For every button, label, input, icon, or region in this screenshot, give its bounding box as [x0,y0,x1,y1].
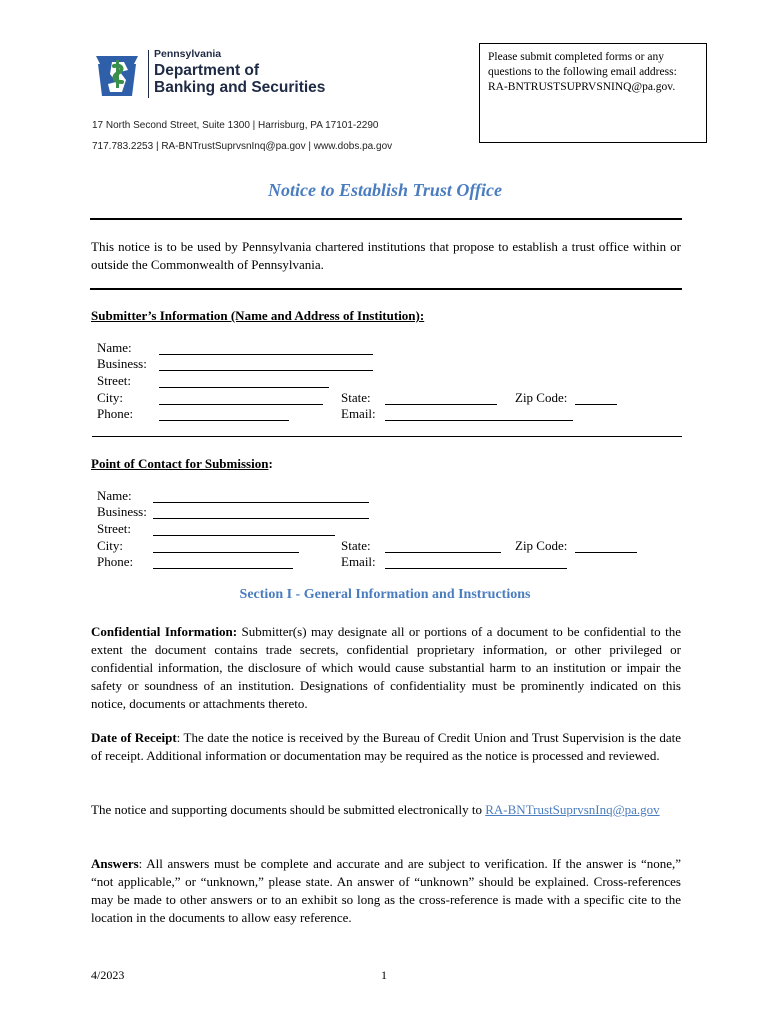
poc-business-field[interactable] [153,506,369,519]
receipt-label: Date of Receipt [91,730,177,745]
submitter-phone-label: Phone: [97,406,134,421]
poc-name-field[interactable] [153,490,369,503]
submitter-street-label: Street: [97,373,131,388]
submitter-city-label: City: [97,390,124,405]
poc-street-field[interactable] [153,523,335,536]
submitter-street-field[interactable] [159,375,329,388]
submit-text: The notice and supporting documents should be submitted electronically to [91,802,482,817]
receipt-text: : The date the notice is received by the Bureau of Credit Union and Trust Supervision is the date of receipt. Additional information or documentation may be required as the notice is processed and reviewed. [91,730,681,763]
title-divider [90,218,682,220]
submitter-business-field[interactable] [159,358,373,371]
poc-city-label: City: [97,538,124,553]
poc-heading-text: Point of Contact for Submission [91,456,269,471]
submitter-zip-field[interactable] [575,392,617,405]
poc-zip-label: Zip Code: [515,538,568,553]
poc-business-label: Business: [97,504,147,519]
submitter-divider [92,436,682,437]
logo-state: Pennsylvania [154,48,222,60]
intro-divider [90,288,682,290]
office-contact: 717.783.2253 | RA-BNTrustSuprvsnInq@pa.gov | www.dobs.pa.gov [92,141,393,152]
submitter-state-field[interactable] [385,392,497,405]
poc-street-label: Street: [97,521,131,536]
confidential-paragraph [91,623,681,713]
poc-heading [91,456,273,472]
poc-city-field[interactable] [153,540,299,553]
section-1-heading: Section I - General Information and Instructions [239,587,531,602]
submitter-name-label: Name: [97,340,132,355]
page-title: Notice to Establish Trust Office [268,180,502,200]
logo-department [154,62,325,96]
answers-paragraph [91,855,681,927]
answers-text: : All answers must be complete and accurate and are subject to verification. If the answer is “none,” “not applicable,” or “unknown,” please state. An answer of “unknown” should be explained. Cross-references may be made to other answers or to an exhibit so long as the cross-reference is made with a specific cite to the location in the documents to allow easy reference. [91,856,681,925]
receipt-paragraph [91,729,681,765]
submit-box-line-2: questions to the following email address: [488,66,677,78]
keystone-dollar-icon [92,50,142,100]
submitter-form [97,340,687,430]
poc-form [97,488,687,578]
submitter-name-field[interactable] [159,342,373,355]
intro-text: This notice is to be used by Pennsylvania chartered institutions that propose to establish a trust office within or outside the Commonwealth of Pennsylvania. [91,239,681,272]
poc-zip-field[interactable] [575,540,637,553]
poc-state-field[interactable] [385,540,501,553]
poc-state-label: State: [341,538,371,553]
submit-box-line-1: Please submit completed forms or any [488,51,664,63]
confidential-text: Submitter(s) may designate all or portions of a document to be confidential to the extent the document contains trade secrets, confidential proprietary information, or other privileged or confidential information, the disclosure of which would cause substantial harm to an institution or impair the safety or soundness of an institution. Designations of confidentiality must be prominently indicated on this notice, documents or attachments thereto. [91,624,682,711]
logo-line-1: Department of [154,62,260,79]
poc-phone-label: Phone: [97,554,134,569]
poc-name-label: Name: [97,488,132,503]
submitter-business-label: Business: [97,356,147,371]
dobs-logo [92,48,342,104]
submitter-zip-label: Zip Code: [515,390,568,405]
confidential-label: Confidential Information: [91,624,238,639]
office-address: 17 North Second Street, Suite 1300 | Harrisburg, PA 17101-2290 [92,120,379,131]
submitter-city-field[interactable] [159,392,323,405]
submit-box-line-3: RA-BNTRUSTSUPRVSNINQ@pa.gov. [488,81,676,93]
poc-email-field[interactable] [385,556,567,569]
submit-paragraph [91,801,681,819]
submitter-email-label: Email: [341,406,376,421]
poc-email-label: Email: [341,554,376,569]
poc-phone-field[interactable] [153,556,293,569]
answers-label: Answers [91,856,139,871]
logo-line-2: Banking and Securities [154,79,326,96]
page-number: 1 [381,968,387,982]
submitter-email-field[interactable] [385,408,573,421]
submit-instructions-box [479,43,707,143]
submit-email-link[interactable]: RA-BNTrustSuprvsnInq@pa.gov [485,802,660,817]
submitter-heading: Submitter’s Information (Name and Address of Institution): [91,308,425,323]
logo-divider [148,50,149,98]
submitter-phone-field[interactable] [159,408,289,421]
poc-heading-colon: : [268,456,273,471]
footer-date: 4/2023 [91,968,125,982]
submitter-state-label: State: [341,390,371,405]
